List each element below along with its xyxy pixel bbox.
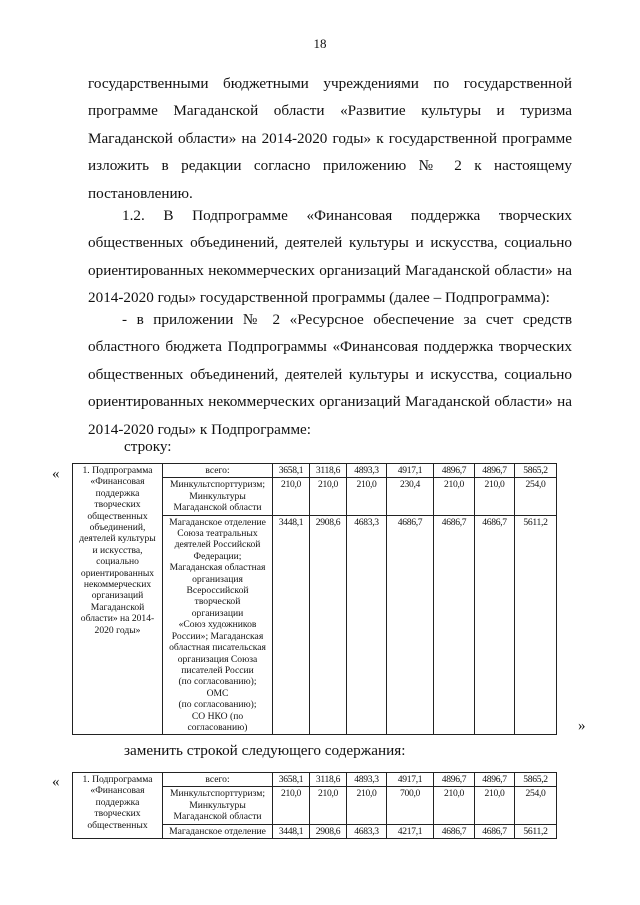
value-cell: 4896,7 <box>434 773 475 787</box>
resource-table-new <box>72 772 557 839</box>
value-cell: 230,4 <box>387 478 434 515</box>
value-cell: 210,0 <box>347 478 387 515</box>
value-cell: 4217,1 <box>387 824 434 838</box>
executor-cell: Магаданское отделение <box>163 824 273 838</box>
executor-cell: всего: <box>163 464 273 478</box>
value-cell: 210,0 <box>273 787 310 824</box>
value-cell: 5611,2 <box>515 824 557 838</box>
resource-table-original <box>72 463 557 735</box>
text-line: - в приложении № 2 «Ресурсное обеспечение за счет средств <box>122 311 572 328</box>
text-line: общественных объединений, деятелей культуры и искусства, социально <box>88 365 572 383</box>
executor-cell: всего: <box>163 773 273 787</box>
value-cell: 210,0 <box>434 787 475 824</box>
value-cell: 5611,2 <box>515 515 557 735</box>
value-cell: 210,0 <box>475 787 515 824</box>
value-cell: 4686,7 <box>387 515 434 735</box>
text-line: государственными бюджетными учреждениями по государственной <box>88 75 572 92</box>
text-line: 1.2. В Подпрограмме «Финансовая поддержка творческих <box>122 207 572 224</box>
value-cell: 4683,3 <box>347 515 387 735</box>
table-row <box>73 773 557 787</box>
text-line: изложить в редакции согласно приложению № 2 к настоящему <box>88 157 572 175</box>
text-line: 2014-2020 годы» государственной программы (далее – Подпрограмма): <box>88 289 550 307</box>
text-line: постановлению. <box>88 184 193 202</box>
value-cell: 4917,1 <box>387 773 434 787</box>
value-cell: 5865,2 <box>515 773 557 787</box>
value-cell: 2908,6 <box>310 824 347 838</box>
program-name-cell: 1. Подпрограмма «Финансовая поддержка творческих общественных объединений, деятелей культуры и искусства, социально ориентированных некоммерческих организаций Магаданской области» на 2014- 2020 годы» <box>73 464 163 735</box>
value-cell: 4893,3 <box>347 773 387 787</box>
value-cell: 210,0 <box>310 478 347 515</box>
quote-open: « <box>52 774 60 790</box>
value-cell: 210,0 <box>310 787 347 824</box>
executor-cell: Магаданское отделение Союза театральных деятелей Российской Федерации; Магаданская областная организация Всероссийской творческой организации «Союз художников России»; Магаданская областная писательская организация Союза писателей России (по согласованию); ОМС (по согласованию); СО НКО (по согласованию) <box>163 515 273 735</box>
value-cell: 4896,7 <box>475 464 515 478</box>
value-cell: 4686,7 <box>434 515 475 735</box>
value-cell: 3448,1 <box>273 515 310 735</box>
value-cell: 3658,1 <box>273 773 310 787</box>
value-cell: 4686,7 <box>475 515 515 735</box>
executor-cell: Минкультспорттуризм; Минкультуры Магаданской области <box>163 478 273 515</box>
program-name-cell: 1. Подпрограмма «Финансовая поддержка творческих общественных <box>73 773 163 839</box>
executor-cell: Минкультспорттуризм; Минкультуры Магаданской области <box>163 787 273 824</box>
value-cell: 4686,7 <box>434 824 475 838</box>
paragraph-continuation <box>88 70 572 207</box>
value-cell: 4893,3 <box>347 464 387 478</box>
value-cell: 4683,3 <box>347 824 387 838</box>
text-line: программе Магаданской области «Развитие культуры и туризма <box>88 102 572 120</box>
value-cell: 210,0 <box>475 478 515 515</box>
text-line: областного бюджета Подпрограммы «Финансовая поддержка творческих <box>88 338 572 356</box>
value-cell: 2908,6 <box>310 515 347 735</box>
text-line: Магаданской области» на 2014-2020 годы» к государственной программе <box>88 129 572 147</box>
value-cell: 4896,7 <box>475 773 515 787</box>
text-line: ориентированных некоммерческих организаций Магаданской области» на <box>88 261 572 279</box>
value-cell: 3118,6 <box>310 773 347 787</box>
table-row <box>73 464 557 478</box>
value-cell: 700,0 <box>387 787 434 824</box>
value-cell: 4896,7 <box>434 464 475 478</box>
value-cell: 210,0 <box>434 478 475 515</box>
value-cell: 210,0 <box>347 787 387 824</box>
value-cell: 4686,7 <box>475 824 515 838</box>
value-cell: 254,0 <box>515 478 557 515</box>
label-replace-with: заменить строкой следующего содержания: <box>124 742 406 759</box>
value-cell: 5865,2 <box>515 464 557 478</box>
page-number: 18 <box>313 36 327 51</box>
quote-open: « <box>52 466 60 482</box>
label-row-to-replace: строку: <box>124 438 172 455</box>
value-cell: 4917,1 <box>387 464 434 478</box>
value-cell: 3448,1 <box>273 824 310 838</box>
text-line: 2014-2020 годы» к Подпрограмме: <box>88 420 312 438</box>
paragraph-appendix-2 <box>88 306 572 443</box>
value-cell: 3658,1 <box>273 464 310 478</box>
value-cell: 3118,6 <box>310 464 347 478</box>
quote-close: » <box>578 718 586 734</box>
text-line: общественных объединений, деятелей культуры и искусства, социально <box>88 234 572 252</box>
text-line: ориентированных некоммерческих организаций Магаданской области» на <box>88 393 572 411</box>
value-cell: 210,0 <box>273 478 310 515</box>
paragraph-1-2 <box>88 202 572 312</box>
value-cell: 254,0 <box>515 787 557 824</box>
